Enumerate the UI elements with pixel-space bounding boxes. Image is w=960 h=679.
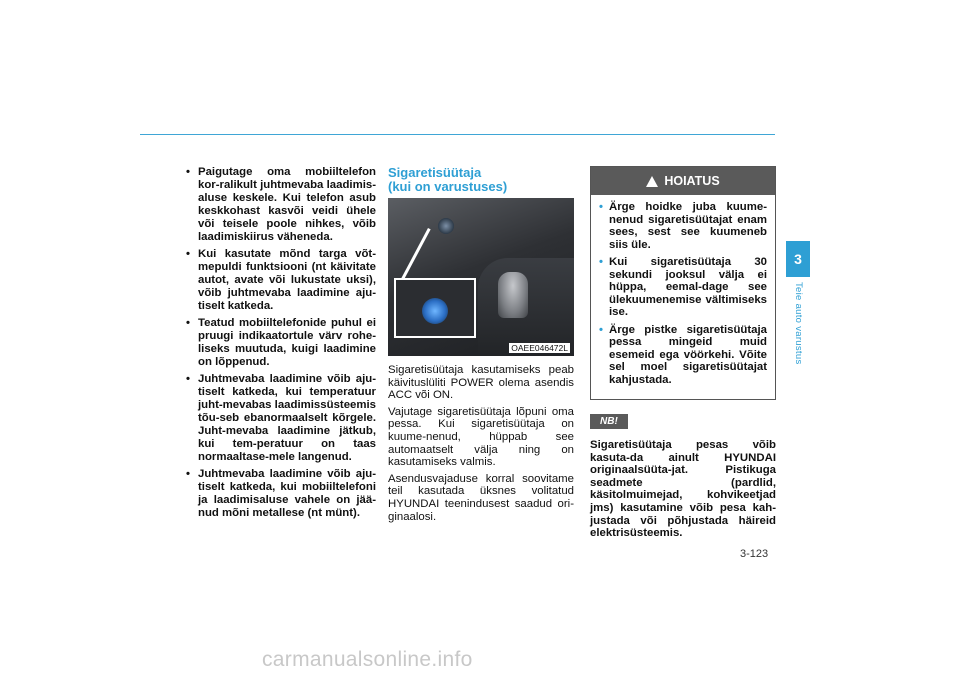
chapter-tab: 3 [786,241,810,277]
chapter-label: Teie auto varustus [793,282,804,365]
nb-text: Sigaretisüütaja pesas võib kasuta-da ainult HYUNDAI originaalsüüta-jat. Pistikuga seadmete (pardlid, käsitolmuimejad, kohvikeetjad jms) kasutamine võib pesa kah-justada või põhjustada häireid elektrisüsteemis. [590,439,776,540]
warning-item [599,201,767,251]
page-number: 3-123 [740,548,769,560]
list-item [186,166,376,244]
bullet-icon: • [186,248,190,260]
lighter-socket-shape [438,218,454,234]
list-item [186,317,376,369]
bullet-icon: • [599,201,603,213]
lighter-plug-shape [422,298,448,324]
bullet-icon: • [186,166,190,178]
image-code: OAEE046472L [511,343,568,353]
section-title-line1: Sigaretisüütaja [388,165,482,180]
bullet-icon: • [186,468,190,480]
bullet-icon: • [186,317,190,329]
watermark: carmanualsonline.info [262,648,473,671]
warning-item-text: Ärge pistke sigaretisüütaja pessa mingeid muid esemeid ega vöörkehi. Võite sel moel sigaretisüütajat kahjustada. [609,323,767,386]
list-item-text: Juhtmevaba laadimine võib aju-tiselt katkeda, kui mobiiltelefoni ja laadimisaluse vahele on jää-nud mõni metallese (nt münt). [198,468,376,519]
header-rule [140,134,775,135]
middle-column [388,166,574,523]
warning-box [590,166,776,400]
warning-triangle-icon [646,176,658,187]
gear-shifter-shape [498,272,528,318]
paragraph: Vajutage sigaretisüütaja lõpuni oma pessa. Kui sigaretisüütaja on kuume-nenud, hüppab see automaatselt välja ning on kasutamiseks valmis. [388,405,574,469]
section-title [388,166,574,194]
warning-item [599,324,767,387]
wireless-charging-notes [186,166,376,520]
warning-item-text: Ärge hoidke juba kuume-nenud sigaretisüütajat enam sees, sest see kuumeneb siis üle. [609,201,767,251]
nb-badge: NB! [590,414,628,429]
cigarette-lighter-photo [388,198,574,356]
list-item-text: Kui kasutate mõnd targa võt-mepuldi funktsiooni (nt käivitate autot, avate või lukustate uksi), võib juhtmevaba laadimine aju-tiselt katkeda. [198,248,376,312]
warning-title: HOIATUS [664,174,720,188]
list-item [186,248,376,313]
paragraph: Sigaretisüütaja kasutamiseks peab käivituslüliti POWER olema asendis ACC või ON. [388,364,574,402]
warning-item-text: Kui sigaretisüütaja 30 sekundi jooksul välja ei hüppa, eemal-dage see ülekuumenemise vältimiseks ise. [609,256,767,318]
list-item-text: Paigutage oma mobiiltelefon kor-ralikult juhtmevaba laadimis-aluse keskele. Kui telefon asub keskkohast kasvõi veidi ühele või teisele poole nihkes, võib laadimiskiirus väheneda. [198,166,376,243]
list-item-text: Teatud mobiiltelefonide puhul ei pruugi indikaatortule värv rohe-liseks muutuda, kuigi laadimine on lõppenud. [198,317,376,368]
list-item [186,468,376,520]
bullet-icon: • [186,373,190,385]
warning-list [591,195,775,399]
section-title-line2: (kui on varustuses) [388,179,508,194]
warning-item [599,256,767,319]
list-item [186,373,376,464]
paragraph: Asendusvajaduse korral soovitame teil kasutada üksnes volitatud HYUNDAI teenindusest saadud ori-ginaalosi. [388,472,574,523]
list-item-text: Juhtmevaba laadimine võib aju-tiselt katkeda, kui temperatuur juht-mevabas laadimissüsteemis tõu-seb ebanormaalselt kõrgele. Juht-mevaba laadimine jätkub, kui tem-peratuur on taas normaaltase-mele langenud. [198,373,376,463]
bullet-icon: • [599,323,603,336]
left-column [186,166,376,524]
warning-header [591,167,775,195]
lighter-closeup-callout [394,278,476,338]
right-column [590,166,776,540]
bullet-icon: • [599,256,603,268]
